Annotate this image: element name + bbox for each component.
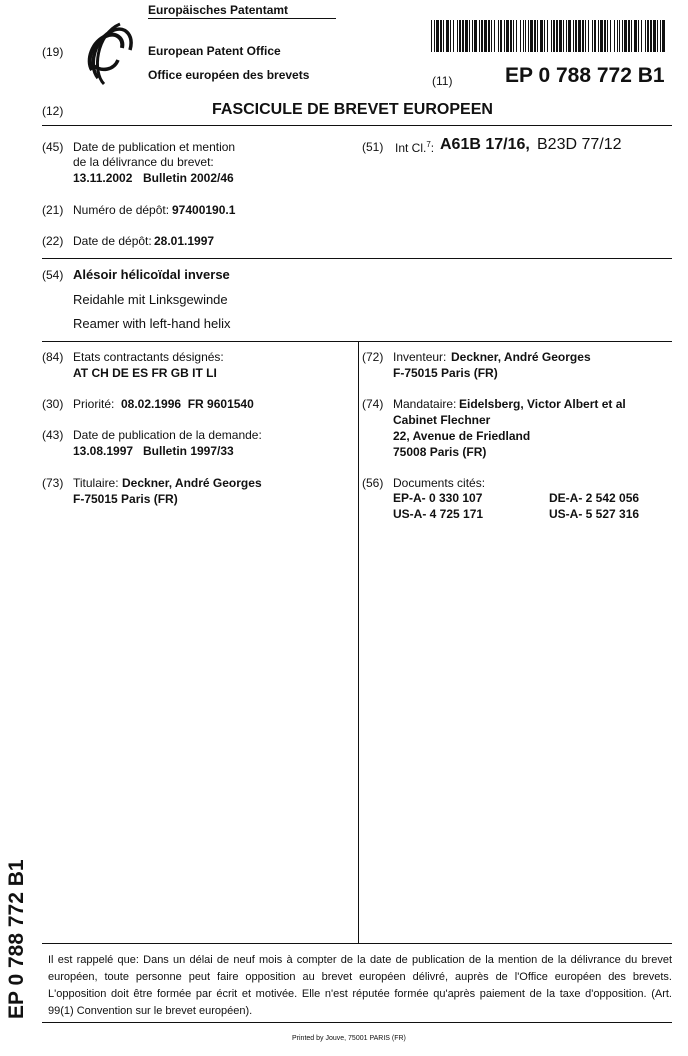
document-type-title: FASCICULE DE BREVET EUROPEEN (212, 101, 493, 118)
inventor-name: Deckner, André Georges (451, 350, 591, 364)
divider (42, 1022, 672, 1023)
representative-firm: Cabinet Flechner (393, 413, 491, 427)
inid-code-43: (43) (42, 428, 64, 442)
publication-number: EP 0 788 772 B1 (505, 64, 665, 87)
cited-document: EP-A- 0 330 107 (393, 491, 483, 505)
inid-code-30: (30) (42, 397, 64, 411)
inid-code-74: (74) (362, 397, 384, 411)
cited-document: US-A- 5 527 316 (549, 507, 640, 521)
divider (42, 341, 672, 342)
printer-footer: Printed by Jouve, 75001 PARIS (FR) (292, 1035, 406, 1042)
application-number-label: Numéro de dépôt: (73, 203, 170, 217)
title-de: Reidahle mit Linksgewinde (73, 292, 228, 307)
inid-code-45: (45) (42, 140, 64, 154)
inventor-label: Inventeur: (393, 350, 447, 364)
divider (42, 258, 672, 259)
application-publication-date: 13.08.1997 (73, 444, 134, 458)
proprietor-label: Titulaire: (73, 476, 119, 490)
representative-label: Mandataire: (393, 397, 457, 411)
inid-code-51: (51) (362, 140, 384, 154)
divider (42, 943, 672, 944)
header-rule (148, 18, 336, 19)
application-number: 97400190.1 (172, 203, 236, 217)
title-fr: Alésoir hélicoïdal inverse (73, 267, 230, 282)
grant-bulletin: Bulletin 2002/46 (143, 171, 234, 185)
inid-code-12: (12) (42, 104, 64, 118)
inid-code-72: (72) (362, 350, 384, 364)
designated-states-label: Etats contractants désignés: (73, 350, 224, 364)
int-cl-secondary: B23D 77/12 (537, 136, 622, 153)
inid-code-73: (73) (42, 476, 64, 490)
filing-date-label: Date de dépôt: (73, 234, 152, 248)
inid-code-84: (84) (42, 350, 64, 364)
barcode-icon (431, 20, 667, 52)
inid-code-22: (22) (42, 234, 64, 248)
grant-date-label-2: de la délivrance du brevet: (73, 155, 214, 169)
side-publication-number: EP 0 788 772 B1 (5, 859, 28, 1019)
grant-date: 13.11.2002 (73, 171, 133, 185)
office-name-en: European Patent Office (148, 44, 281, 58)
title-en: Reamer with left-hand helix (73, 316, 231, 331)
cited-documents-label: Documents cités: (393, 476, 486, 490)
representative-street: 22, Avenue de Friedland (393, 429, 531, 443)
application-publication-label: Date de publication de la demande: (73, 428, 262, 442)
inid-code-21: (21) (42, 203, 64, 217)
cited-document: US-A- 4 725 171 (393, 507, 484, 521)
priority-value: 08.02.1996 FR 9601540 (121, 397, 254, 411)
designated-states: AT CH DE ES FR GB IT LI (73, 366, 217, 380)
representative-name: Eidelsberg, Victor Albert et al (459, 397, 626, 411)
inid-code-19: (19) (42, 45, 64, 59)
inventor-address: F-75015 Paris (FR) (393, 366, 498, 380)
filing-date: 28.01.1997 (154, 234, 215, 248)
priority-label: Priorité: (73, 397, 115, 411)
office-name-fr: Office européen des brevets (148, 68, 310, 82)
inid-code-56: (56) (362, 476, 384, 490)
epo-logo-icon (84, 20, 134, 90)
grant-date-label-1: Date de publication et mention (73, 140, 236, 154)
inid-code-11: (11) (432, 74, 453, 88)
proprietor-name: Deckner, André Georges (122, 476, 262, 490)
opposition-notice: Il est rappelé que: Dans un délai de neuf mois à compter de la date de publication de la mention de la délivrance du brevet européen, toute personne peut faire opposition au brevet européen délivré, auprès de l'Office européen des brevets. L'opposition doit être formée par écrit et motivée. Elle n'est réputée formée qu'après paiement de la taxe d'opposition. (Art. 99(1) Convention sur le brevet européen). (48, 954, 672, 1017)
application-publication-bulletin: Bulletin 1997/33 (143, 444, 234, 458)
representative-city: 75008 Paris (FR) (393, 445, 487, 459)
office-name-de: Europäisches Patentamt (148, 3, 289, 17)
column-divider (358, 341, 359, 943)
proprietor-address: F-75015 Paris (FR) (73, 492, 178, 506)
inid-code-54: (54) (42, 268, 64, 282)
int-cl-main: A61B 17/16, (440, 136, 530, 153)
cited-document: DE-A- 2 542 056 (549, 491, 640, 505)
int-cl-label: Int Cl.$^7$: (395, 140, 435, 155)
divider (42, 125, 672, 126)
